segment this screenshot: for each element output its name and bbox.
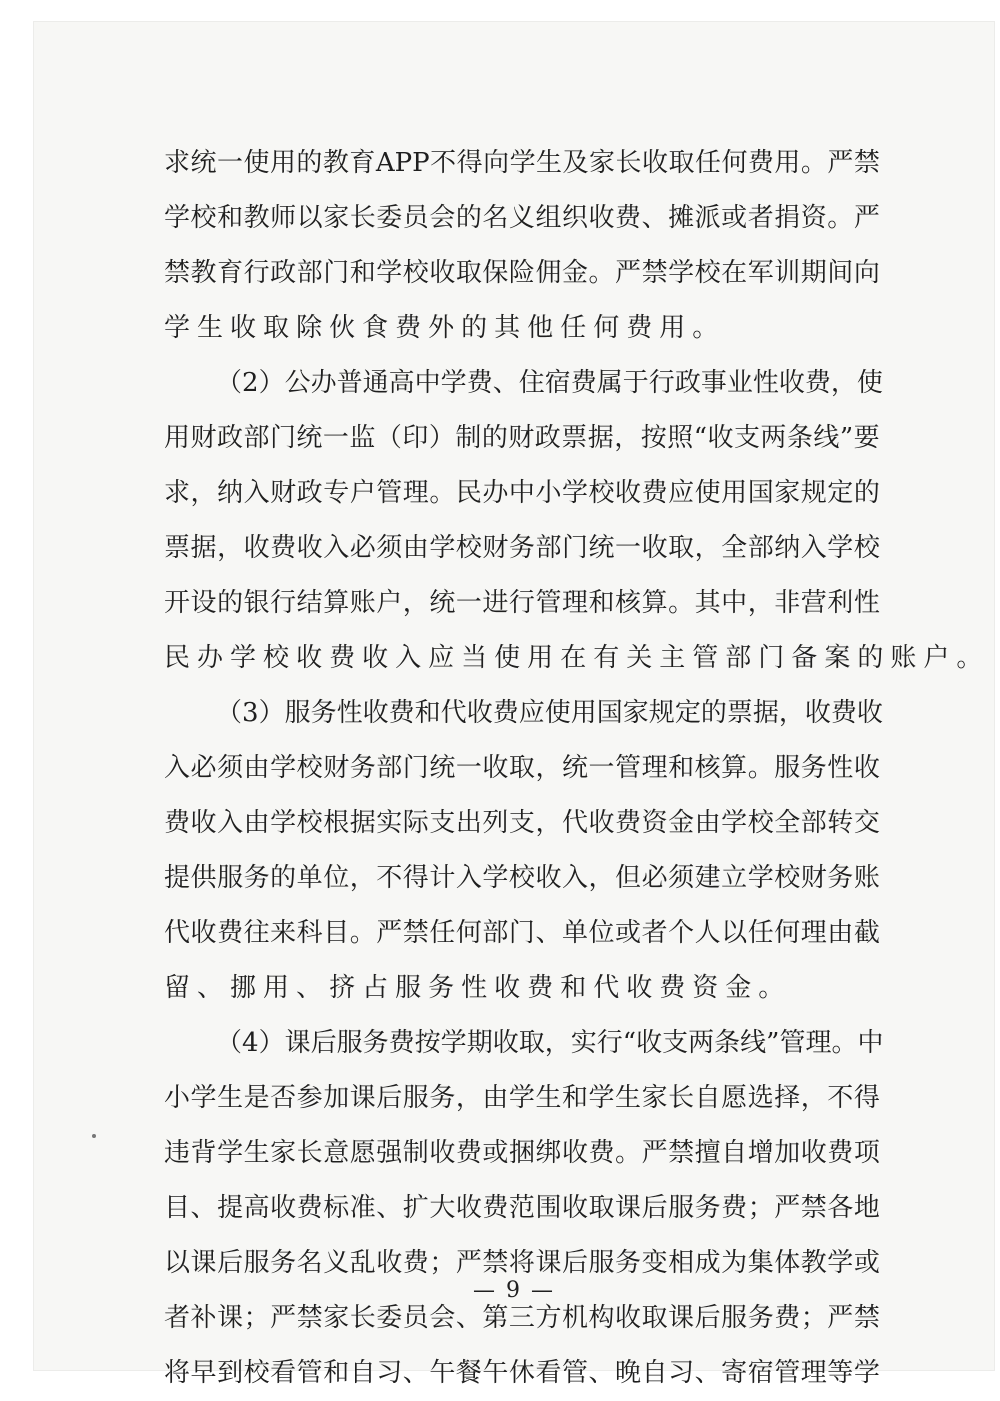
text-line: 民 办 学 校 收 费 收 入 应 当 使 用 在 有 关 主 管 部 门 备 案 的 账 户 。 [164,643,983,673]
document-page [34,22,994,1388]
text-line: 提 供 服 务 的 单 位 ， 不 得 计 入 学 校 收 入 ， 但 必 须 建 立 学 校 财 务 账 [164,863,880,893]
text-line: 违 背 学 生 家 长 意 愿 强 制 收 费 或 捆 绑 收 费 。 严 禁 擅 自 增 加 收 费 项 [164,1138,880,1168]
text-line: （ 4 ） 课 后 服 务 费 按 学 期 收 取 ， 实 行 “ 收 支 两 条 线 ” 管 理 。 中 [216,1028,884,1058]
text-line: 入 必 须 由 学 校 财 务 部 门 统 一 收 取 ， 统 一 管 理 和 核 算 。 服 务 性 收 [164,753,880,783]
text-line: 以 课 后 服 务 名 义 乱 收 费 ； 严 禁 将 课 后 服 务 变 相 成 为 集 体 教 学 或 [164,1248,880,1278]
text-line: 学 生 收 取 除 伙 食 费 外 的 其 他 任 何 费 用 。 [164,313,719,343]
page-number: — 9 — [473,1278,555,1303]
text-line: 求 ， 纳 入 财 政 专 户 管 理 。 民 办 中 小 学 校 收 费 应 使 用 国 家 规 定 的 [164,478,880,508]
text-line: 禁 教 育 行 政 部 门 和 学 校 收 取 保 险 佣 金 。 严 禁 学 校 在 军 训 期 间 向 [164,258,880,288]
text-line: （ 3 ） 服 务 性 收 费 和 代 收 费 应 使 用 国 家 规 定 的 票 据 ， 收 费 收 [216,698,883,728]
text-line: （ 2 ） 公 办 普 通 高 中 学 费 、 住 宿 费 属 于 行 政 事 业 性 收 费 ， 使 [216,368,883,398]
text-line: 目 、 提 高 收 费 标 准 、 扩 大 收 费 范 围 收 取 课 后 服 务 费 ； 严 禁 各 地 [164,1193,880,1223]
text-line: 小 学 生 是 否 参 加 课 后 服 务 ， 由 学 生 和 学 生 家 长 自 愿 选 择 ， 不 得 [164,1083,880,1113]
text-line: 用 财 政 部 门 统 一 监 （ 印 ） 制 的 财 政 票 据 ， 按 照 “ 收 支 两 条 线 ” 要 [164,423,880,453]
text-line: 将 早 到 校 看 管 和 自 习 、 午 餐 午 休 看 管 、 晚 自 习 、 寄 宿 管 理 等 学 [164,1358,880,1388]
scan-speck [92,1134,96,1138]
text-line: 费 收 入 由 学 校 根 据 实 际 支 出 列 支 ， 代 收 费 资 金 由 学 校 全 部 转 交 [164,808,880,838]
text-line: 者 补 课 ； 严 禁 家 长 委 员 会 、 第 三 方 机 构 收 取 课 后 服 务 费 ； 严 禁 [164,1303,880,1333]
text-line: 求 统 一 使 用 的 教 育 APP 不 得 向 学 生 及 家 长 收 取 任 何 费 用 。 严 禁 [164,148,880,178]
text-line: 开 设 的 银 行 结 算 账 户 ， 统 一 进 行 管 理 和 核 算 。 其 中 ， 非 营 利 性 [164,588,880,618]
text-line: 留 、 挪 用 、 挤 占 服 务 性 收 费 和 代 收 费 资 金 。 [164,973,785,1003]
text-line: 票 据 ， 收 费 收 入 必 须 由 学 校 财 务 部 门 统 一 收 取 ， 全 部 纳 入 学 校 [164,533,880,563]
body-text [164,136,983,1401]
text-line: 代 收 费 往 来 科 目 。 严 禁 任 何 部 门 、 单 位 或 者 个 人 以 任 何 理 由 截 [164,918,880,948]
text-line: 学 校 和 教 师 以 家 长 委 员 会 的 名 义 组 织 收 费 、 摊 派 或 者 捐 资 。 严 [164,203,880,233]
